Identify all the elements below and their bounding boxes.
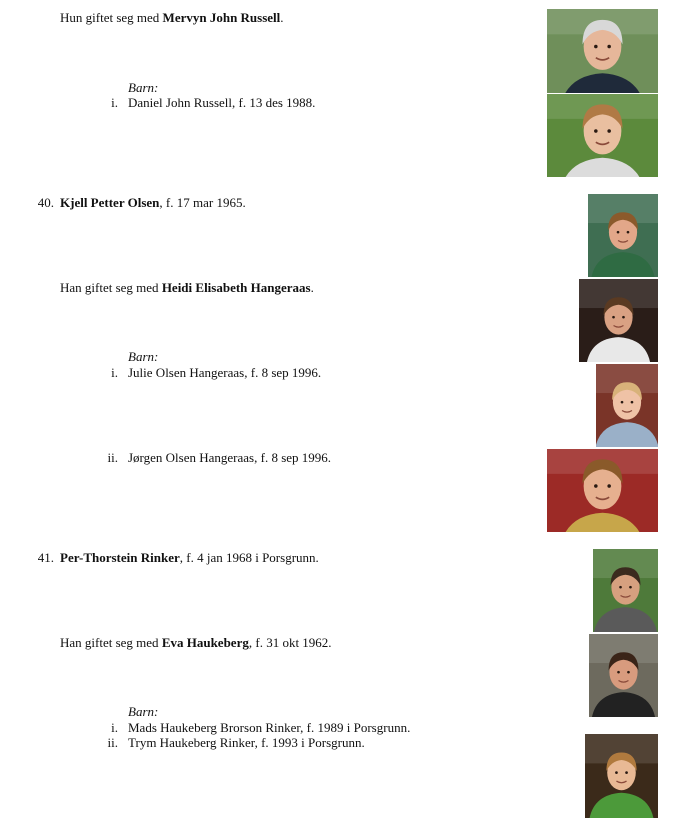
barn-label: Barn: bbox=[128, 349, 159, 364]
portrait-image bbox=[588, 194, 658, 277]
kjell-photo bbox=[588, 194, 658, 277]
spouse-line-heidi bbox=[60, 280, 314, 295]
portrait-image bbox=[589, 634, 658, 717]
spouse-suffix: , f. 31 okt 1962. bbox=[248, 635, 332, 650]
spouse-name: Mervyn John Russell bbox=[162, 10, 281, 25]
portrait-image bbox=[593, 549, 658, 632]
spouse-name: Eva Haukeberg bbox=[161, 635, 249, 650]
portrait-image bbox=[596, 364, 658, 447]
barn-label: Barn: bbox=[128, 80, 159, 95]
child-number: ii. bbox=[107, 450, 118, 465]
spouse-prefix: Hun giftet seg med bbox=[60, 10, 163, 25]
child-number: i. bbox=[111, 365, 118, 380]
entry-number: 41. bbox=[37, 550, 54, 565]
child-julie: Julie Olsen Hangeraas, f. 8 sep 1996. bbox=[128, 365, 322, 380]
per-thorstein-photo bbox=[593, 549, 658, 632]
jorgen-photo bbox=[547, 449, 658, 532]
barn-label: Barn: bbox=[128, 704, 159, 719]
heidi-photo bbox=[579, 279, 658, 362]
mervyn-photo bbox=[547, 9, 658, 93]
person-line-per-thorstein bbox=[60, 550, 319, 565]
spouse-line-eva bbox=[60, 635, 332, 650]
child-number: ii. bbox=[107, 735, 118, 750]
spouse-suffix: . bbox=[310, 280, 314, 295]
eva-photo bbox=[589, 634, 658, 717]
person-birth: , f. 17 mar 1965. bbox=[159, 195, 246, 210]
child-trym: Trym Haukeberg Rinker, f. 1993 i Porsgrunn. bbox=[128, 735, 365, 750]
spouse-line-mervyn bbox=[60, 10, 284, 25]
person-name: Per-Thorstein Rinker bbox=[60, 550, 180, 565]
person-birth: , f. 4 jan 1968 i Porsgrunn. bbox=[179, 550, 319, 565]
entry-number: 40. bbox=[37, 195, 54, 210]
julie-photo bbox=[596, 364, 658, 447]
child-daniel: Daniel John Russell, f. 13 des 1988. bbox=[128, 95, 316, 110]
child-mads: Mads Haukeberg Brorson Rinker, f. 1989 i Porsgrunn. bbox=[128, 720, 411, 735]
portrait-image bbox=[547, 94, 658, 177]
portrait-image bbox=[585, 734, 658, 818]
daniel-photo bbox=[547, 94, 658, 177]
portrait-image bbox=[579, 279, 658, 362]
person-name: Kjell Petter Olsen bbox=[60, 195, 160, 210]
child-number: i. bbox=[111, 95, 118, 110]
person-line-kjell bbox=[60, 195, 246, 210]
spouse-prefix: Han giftet seg med bbox=[60, 280, 162, 295]
portrait-image bbox=[547, 9, 658, 93]
child-jorgen: Jørgen Olsen Hangeraas, f. 8 sep 1996. bbox=[128, 450, 332, 465]
child-number: i. bbox=[111, 720, 118, 735]
spouse-suffix: . bbox=[280, 10, 284, 25]
trym-photo bbox=[585, 734, 658, 818]
portrait-image bbox=[547, 449, 658, 532]
spouse-prefix: Han giftet seg med bbox=[60, 635, 162, 650]
spouse-name: Heidi Elisabeth Hangeraas bbox=[161, 280, 311, 295]
